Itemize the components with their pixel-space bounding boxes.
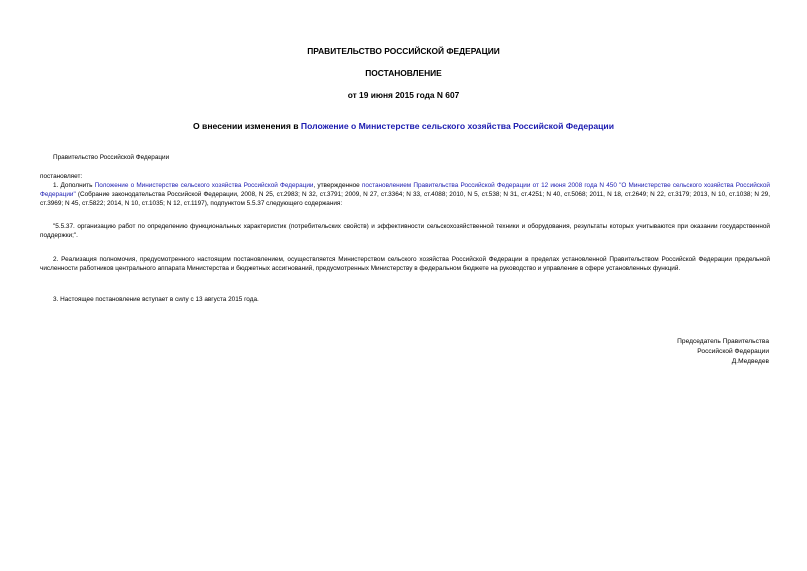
regulation-link[interactable]: Положение о Министерстве сельского хозяйства Российской Федерации [94, 182, 314, 189]
signature-name: Д.Медведев [731, 358, 769, 365]
document-date: от 19 июня 2015 года N 607 [347, 90, 460, 100]
paragraph-1-mid: , утвержденное [313, 182, 362, 189]
document-title-link[interactable]: Положение о Министерстве сельского хозяйства Российской Федерации [300, 121, 615, 131]
paragraph-2: 2. Реализация полномочия, предусмотренного настоящим постановлением, осуществляется Министерством сельского хозяйства Российской Федерации в пределах установленной Правительством Российской Федерации предельной численности работников центрального аппарата Министерства и бюджетных ассигнований, предусмотренных Министерству в федеральном бюджете на руководство и управление в сфере установленных функций. [40, 256, 770, 273]
paragraph-3: 3. Настоящее постановление вступает в силу с 13 августа 2015 года. [53, 296, 259, 303]
signature-organization: Российской Федерации [697, 348, 769, 355]
signature-position: Председатель Правительства [677, 338, 769, 345]
paragraph-1-quote: "5.5.37. организацию работ по определению функциональных характеристик (потребительских свойств) и эффективности сельскохозяйственной техники и оборудования, результаты которых учитываются при оказании государственной поддержки;". [40, 223, 770, 240]
document-title-prefix: О внесении изменения в [192, 121, 301, 131]
resolution-link[interactable]: постановлением Правительства Российской Федерации от 12 июня 2008 года N 450 "О Министерстве сельского хозяйства Российской Федерации" [40, 182, 770, 199]
document-type: ПОСТАНОВЛЕНИЕ [365, 68, 442, 78]
government-header: ПРАВИТЕЛЬСТВО РОССИЙСКОЙ ФЕДЕРАЦИИ [307, 46, 500, 56]
government-line: Правительство Российской Федерации [53, 154, 170, 161]
paragraph-1-start: 1. Дополнить [53, 182, 95, 189]
document-title [0, 121, 807, 131]
decides-line: постановляет: [40, 173, 83, 180]
paragraph-1-end: (Собрание законодательства Российской Федерации, 2008, N 25, ст.2983; N 32, ст.3791; 2009, N 27, ст.3364; N 33, ст.4088; 2010, N 5, ст.538; N 31, ст.4251; N 40, ст.5068; 2011, N 18, ст.2649; N 22, ст.3179; 2013, N 10, ст.1038; N 29, ст.3969; N 45, ст.5822; 2014, N 10, ст.1035; N 12, ст.1197), подпунктом 5.5.37 следующего содержания: [40, 191, 770, 208]
paragraph-1 [40, 181, 770, 209]
